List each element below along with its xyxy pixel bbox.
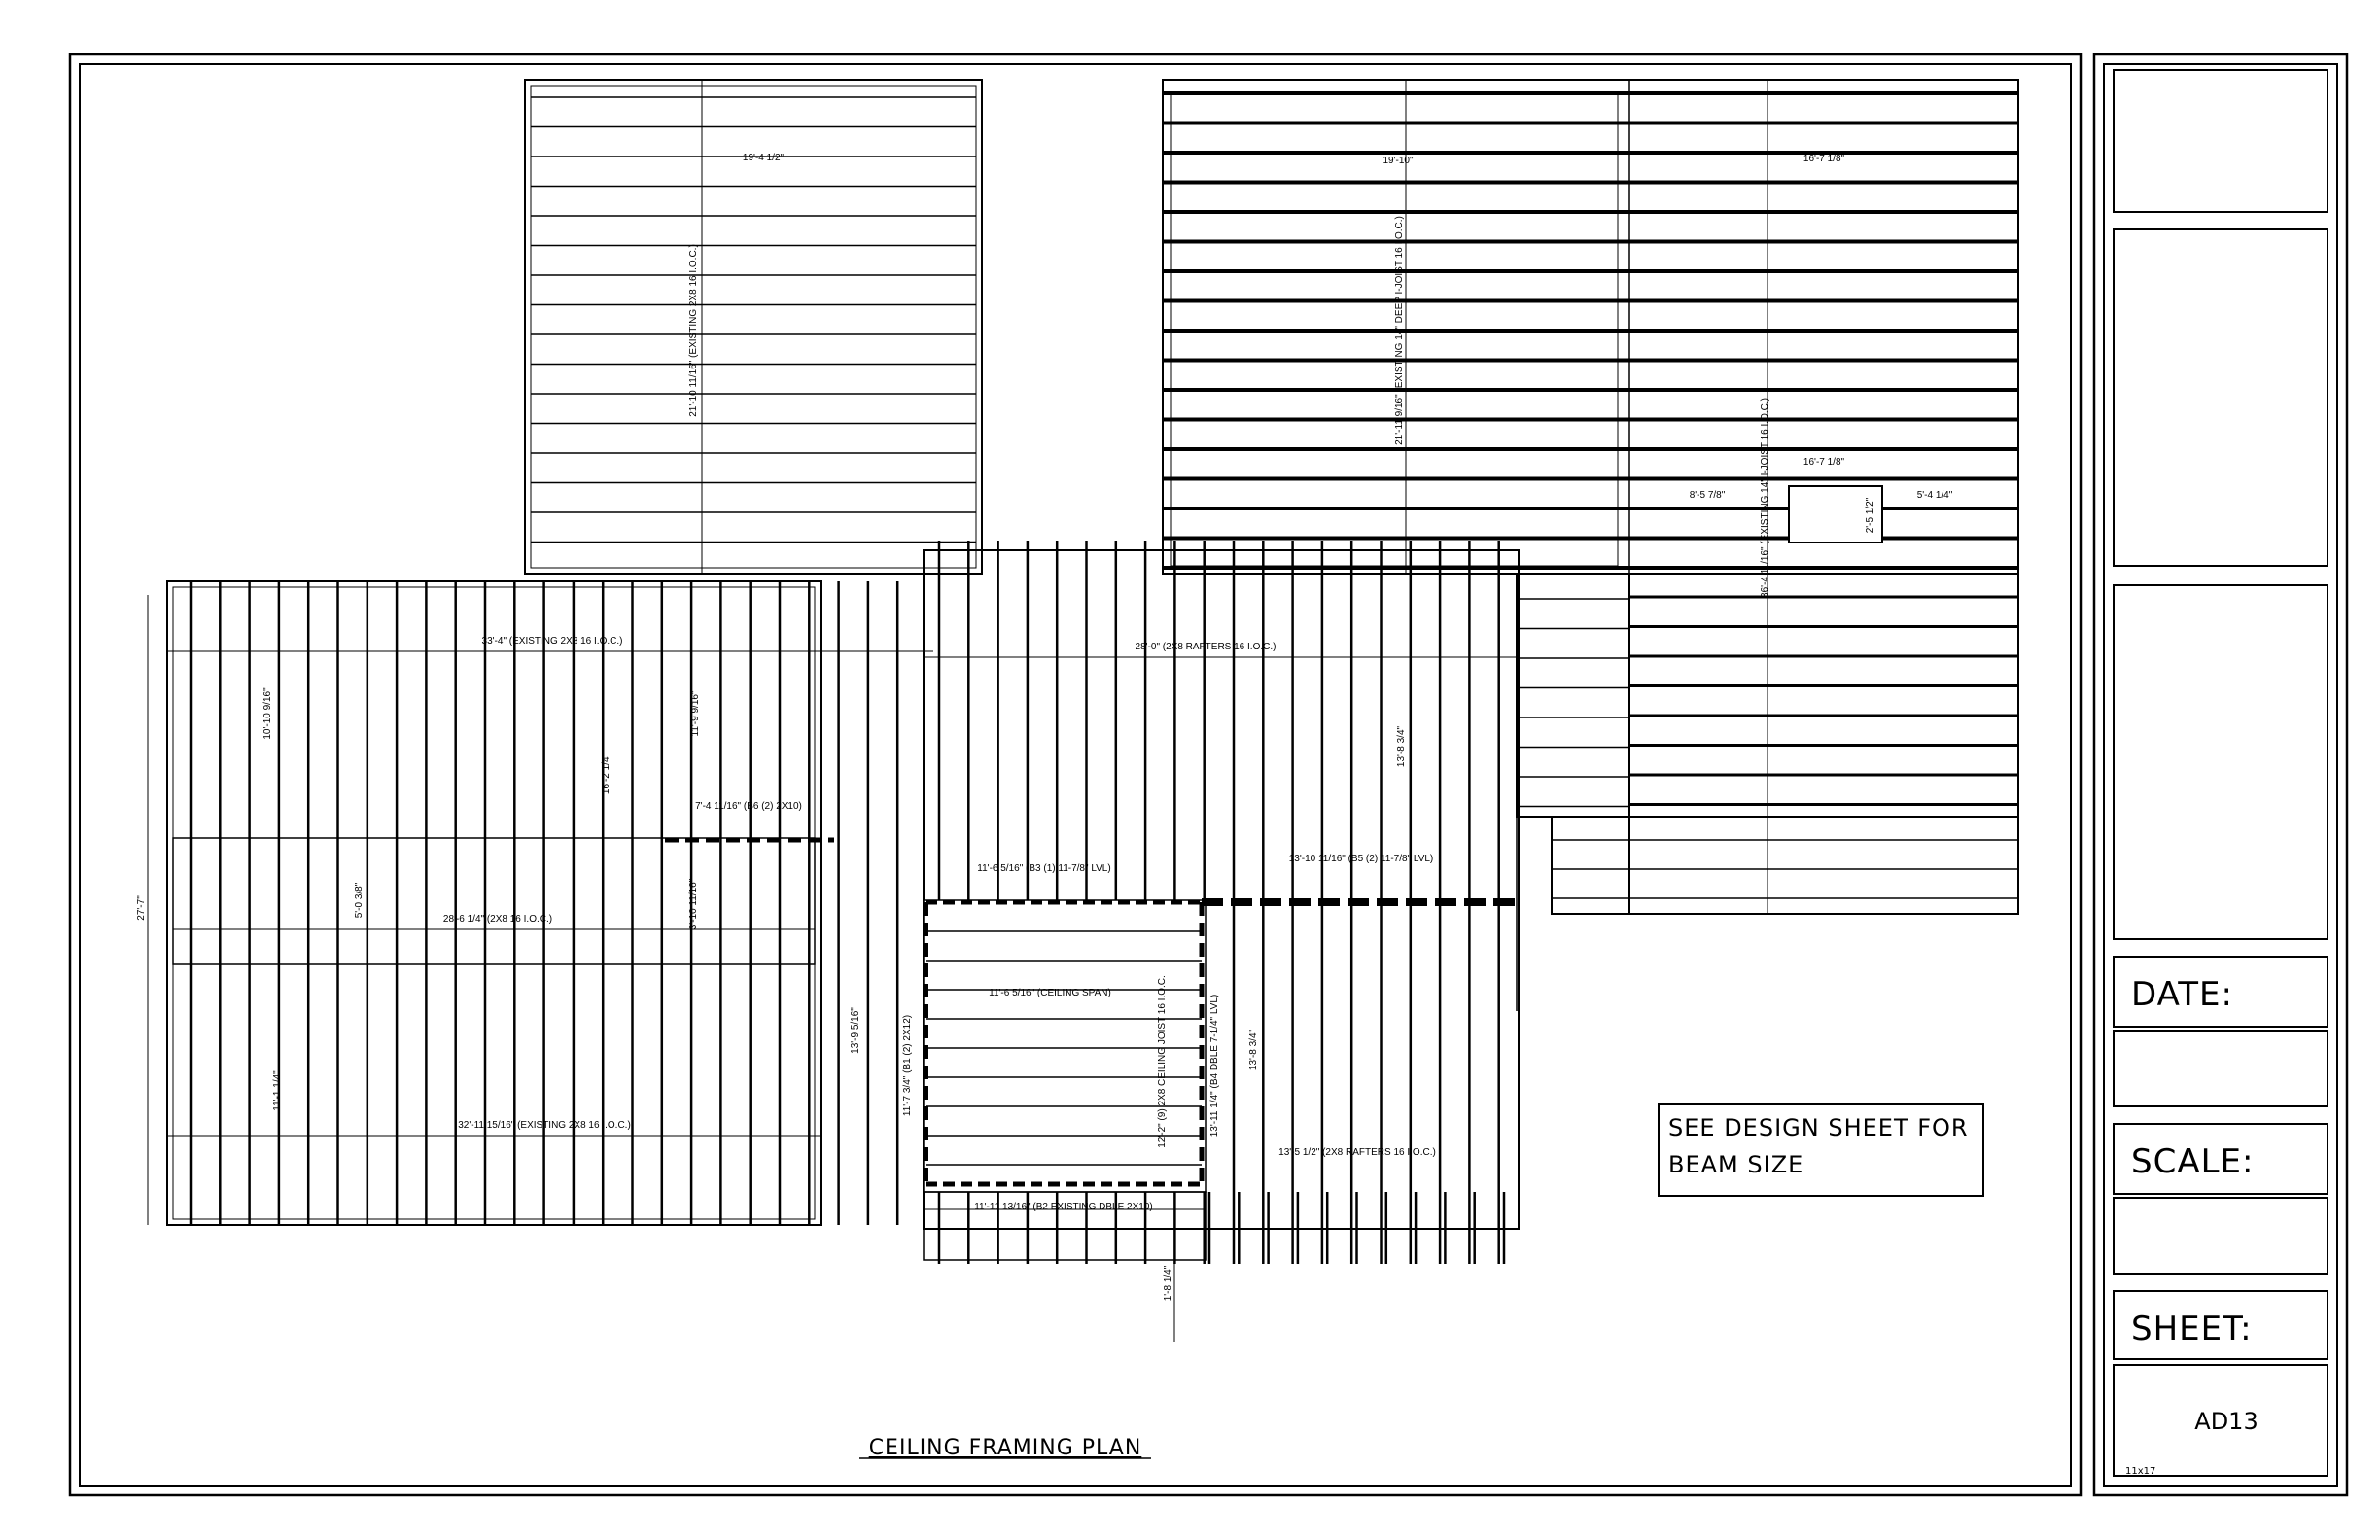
dim-mid-top-span: 28'-0" (2X8 RAFTERS 16 I.O.C.) [1135,642,1277,652]
logo-box [2114,70,2328,212]
date-label: DATE: [2131,975,2233,1014]
dim-top-left-span: 19'-4 1/2" [742,153,785,163]
dim-left-top-span: 33'-4" (EXISTING 2X8 16 I.O.C.) [481,636,623,647]
sheet-number: AD13 [2194,1408,2258,1435]
dim-mid-v2: 13'-9 5/16" [850,1007,860,1054]
dim-right-span: 16'-7 1/8" [1802,457,1845,468]
dim-ceiling-joist: 12'-2" (9) 2X8 CEILING JOIST 16 I.O.C. [1157,975,1168,1148]
dim-left-v1: 10'-10 9/16" [262,687,273,740]
dim-ceiling-span: 11'-6 5/16" (CEILING SPAN) [989,988,1111,998]
dim-right-c: 5'-4 1/4" [1916,490,1953,501]
dim-right-a: 8'-5 7/8" [1689,490,1726,501]
note-line-2: BEAM SIZE [1668,1151,1804,1178]
dim-mid-v3: 13'-8 3/4" [1248,1029,1259,1071]
dim-right-b: 2'-5 1/2" [1865,497,1875,534]
dim-left-v4: 5'-0 3/8" [354,882,365,919]
dim-beam-b2: 11'-11 13/16" (B2 EXISTING DBLE 2X10) [974,1202,1153,1212]
dim-top-right-vert: 21'-11 9/16" (EXISTING 14" DEEP I-JOIST 16 I.O.C.) [1394,216,1405,445]
dim-top-right-span-a: 19'-10" [1382,156,1414,166]
dim-beam-b3: 11'-6 5/16" (B3 (1) 11-7/8" LVL) [977,863,1111,874]
dim-left-v6: 11'-1 1/4" [272,1070,283,1111]
dim-overall-left: 27'-7" [136,895,147,921]
dim-left-mid-span: 28'-6 1/4" (2X8 16 I.O.C.) [442,914,553,925]
dim-mid-v1: 13'-8 3/4" [1396,725,1407,768]
date-value-box [2114,1031,2328,1106]
plan-title: CEILING FRAMING PLAN [868,1436,1142,1460]
sheet-label: SHEET: [2131,1310,2253,1348]
top-right-existing-framing [1163,80,2018,813]
dim-beam-b1: 11'-7 3/4" (B1 (2) 2X12) [902,1014,913,1117]
dim-left-bottom-span: 32'-11 15/16" (EXISTING 2X8 16 I.O.C.) [458,1120,631,1131]
dim-beam-b6: 7'-4 11/16" (B6 (2) 2X10) [695,801,802,812]
project-box [2114,229,2328,566]
dim-bottom-v: 1'-8 1/4" [1163,1265,1173,1302]
dim-left-v5: 3'-10 11/16" [688,878,699,930]
dim-top-right-span-b: 16'-7 1/8" [1802,154,1845,164]
dim-beam-b4: 13'-11 1/4" (B4 DBLE 7-1/4" LVL) [1209,994,1220,1138]
dim-right-joist-vert: 36'-4 11/16" (EXISTING 14" I-JOIST 16 I.O.C.) [1760,398,1770,598]
title-block [2094,54,2347,1495]
dim-left-v3: 16'-2 1/4" [601,752,612,795]
dim-right-bottom-span: 13'-5 1/2" (2X8 RAFTERS 16 I.O.C.) [1278,1147,1436,1158]
dim-top-left-vert: 21'-10 11/16" (EXISTING 2X8 16 I.O.C.) [688,244,699,417]
notes-box [2114,585,2328,939]
dim-left-v2: 11'-9 9/16" [690,690,701,737]
note-line-1: SEE DESIGN SHEET FOR [1668,1114,1969,1141]
scale-label: SCALE: [2131,1142,2255,1181]
paper-size: 11x17 [2125,1466,2156,1477]
scale-value-box [2114,1198,2328,1274]
dim-beam-b5: 13'-10 11/16" (B5 (2) 11-7/8" LVL) [1288,854,1434,864]
